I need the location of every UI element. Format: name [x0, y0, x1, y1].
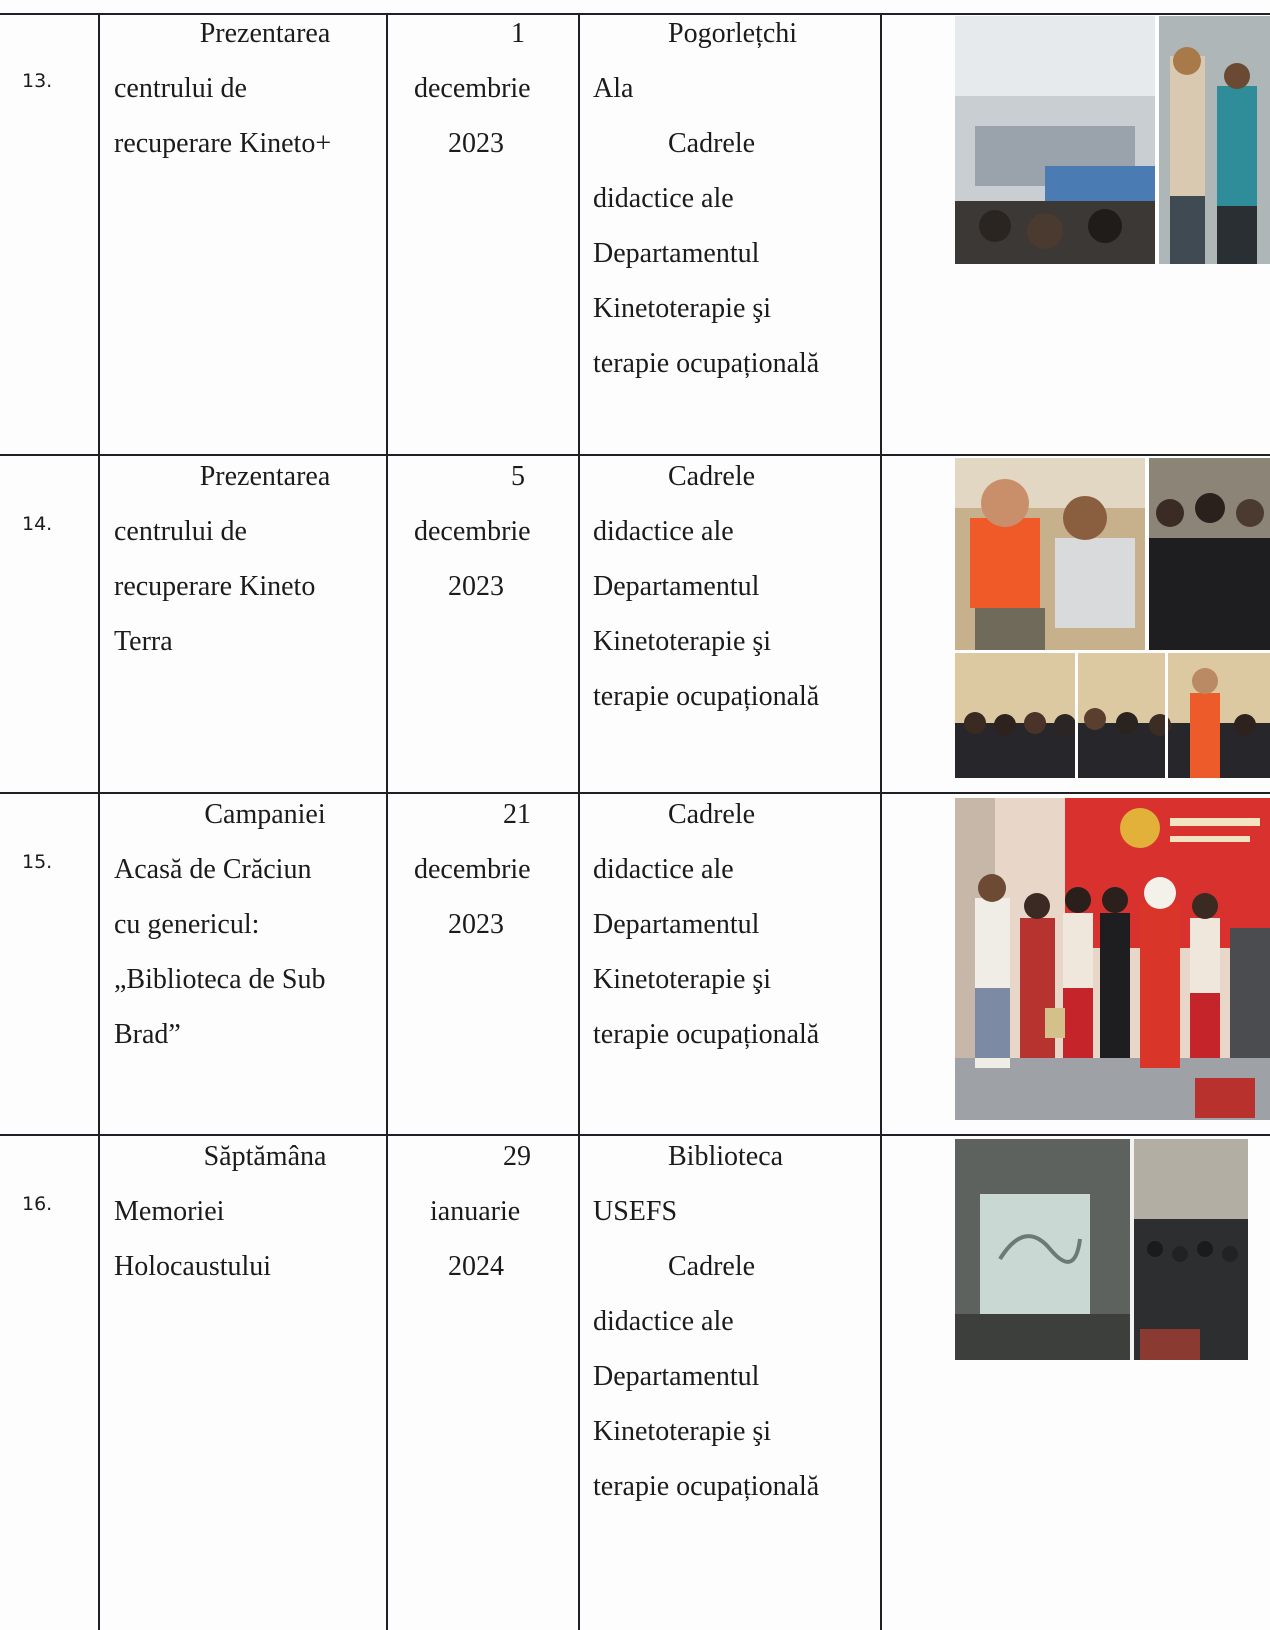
event-line: Acasă de Crăciun — [114, 854, 312, 885]
event-line: recuperare Kineto — [114, 571, 316, 602]
responsible-line: Kinetoterapie şi — [593, 964, 772, 995]
event-line: Memoriei — [114, 1196, 225, 1227]
responsible-line: terapie ocupațională — [593, 1019, 820, 1050]
event-photo — [955, 653, 1270, 778]
responsible-line: Pogorlețchi — [668, 18, 798, 49]
event-line: recuperare Kineto+ — [114, 128, 332, 159]
event-line: centrului de — [114, 516, 247, 547]
row-number: 16. — [22, 1193, 53, 1215]
responsible-line: Cadrele — [668, 461, 756, 492]
event-photo — [955, 798, 1270, 1120]
event-line: Săptămâna — [203, 1141, 327, 1172]
responsible-line: Kinetoterapie şi — [593, 1416, 772, 1447]
row-number: 13. — [22, 70, 53, 92]
date-line: decembrie — [414, 516, 531, 547]
responsible-line: Kinetoterapie şi — [593, 293, 772, 324]
responsible-line: didactice ale — [593, 183, 734, 214]
event-line: Prezentarea — [199, 18, 331, 49]
event-line: Brad” — [114, 1019, 181, 1050]
event-photo — [955, 458, 1270, 650]
event-line: Terra — [114, 626, 173, 657]
event-line: Campaniei — [204, 799, 326, 830]
responsible-line: Departamentul — [593, 238, 760, 269]
responsible-line: Biblioteca — [668, 1141, 784, 1172]
responsible-line: Cadrele — [668, 128, 756, 159]
date-line: 2024 — [448, 1251, 504, 1282]
table-border — [880, 13, 882, 1630]
date-line: 5 — [511, 461, 525, 492]
responsible-line: didactice ale — [593, 854, 734, 885]
date-line: 29 — [503, 1141, 531, 1172]
event-line: Holocaustului — [114, 1251, 272, 1282]
date-line: 21 — [503, 799, 531, 830]
date-line: 2023 — [448, 128, 504, 159]
event-line: Prezentarea — [199, 461, 331, 492]
date-line: 2023 — [448, 909, 504, 940]
responsible-line: Cadrele — [668, 1251, 756, 1282]
responsible-line: Departamentul — [593, 571, 760, 602]
date-line: decembrie — [414, 854, 531, 885]
event-line: cu genericul: — [114, 909, 260, 940]
responsible-line: terapie ocupațională — [593, 348, 820, 379]
responsible-line: Cadrele — [668, 799, 756, 830]
responsible-line: terapie ocupațională — [593, 1471, 820, 1502]
event-line: centrului de — [114, 73, 247, 104]
responsible-line: Departamentul — [593, 1361, 760, 1392]
date-line: 1 — [511, 18, 525, 49]
row-number: 15. — [22, 851, 53, 873]
event-photo — [955, 16, 1270, 264]
responsible-line: Ala — [593, 73, 634, 104]
row-number: 14. — [22, 513, 53, 535]
table-border — [578, 13, 580, 1630]
responsible-line: Kinetoterapie şi — [593, 626, 772, 657]
responsible-line: Departamentul — [593, 909, 760, 940]
responsible-line: terapie ocupațională — [593, 681, 820, 712]
responsible-line: didactice ale — [593, 1306, 734, 1337]
date-line: ianuarie — [430, 1196, 521, 1227]
event-photo — [955, 1139, 1248, 1360]
responsible-line: didactice ale — [593, 516, 734, 547]
date-line: 2023 — [448, 571, 504, 602]
responsible-line: USEFS — [593, 1196, 678, 1227]
date-line: decembrie — [414, 73, 531, 104]
event-line: „Biblioteca de Sub — [114, 964, 326, 995]
